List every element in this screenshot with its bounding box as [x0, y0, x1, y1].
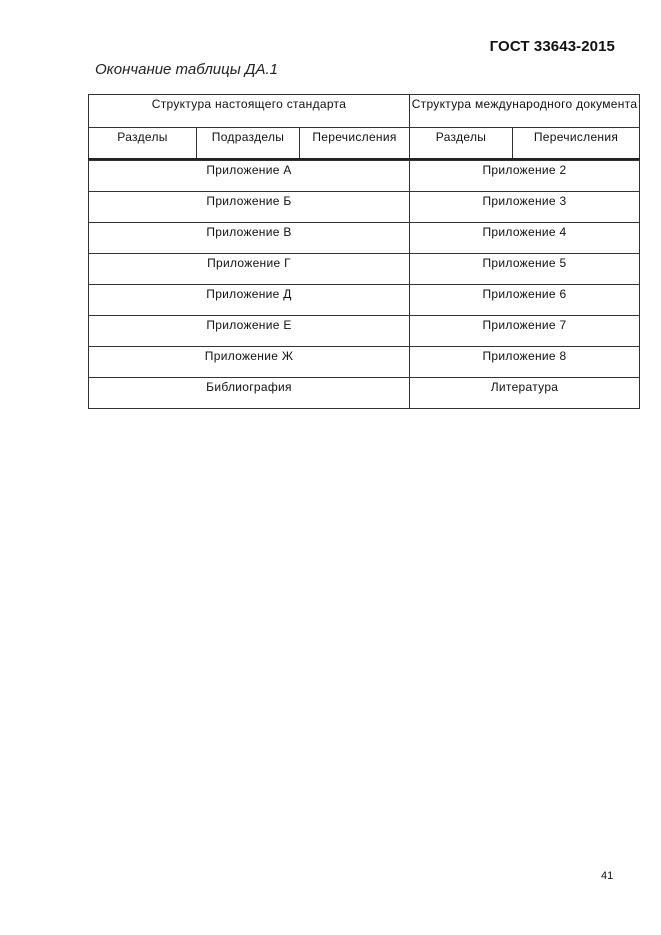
sub-header-subsections: Подразделы [197, 128, 300, 160]
table-row [89, 285, 640, 316]
table-cell-international: Приложение 7 [410, 316, 640, 347]
table-row [89, 378, 640, 409]
table-cell-standard: Приложение А [89, 161, 410, 192]
document-code: ГОСТ 33643-2015 [489, 38, 615, 55]
table-row [89, 161, 640, 192]
table-cell-international: Литература [410, 378, 640, 409]
table-cell-international: Приложение 8 [410, 347, 640, 378]
table-cell-international: Приложение 6 [410, 285, 640, 316]
table-cell-international: Приложение 4 [410, 223, 640, 254]
table-row [89, 223, 640, 254]
table-cell-standard: Приложение Ж [89, 347, 410, 378]
sub-header-sections: Разделы [89, 128, 197, 160]
table-row [89, 347, 640, 378]
sub-header-intl-enumerations: Перечисления [513, 128, 640, 160]
table-cell-international: Приложение 3 [410, 192, 640, 223]
table-cell-standard: Приложение Г [89, 254, 410, 285]
table-row [89, 254, 640, 285]
page-number: 41 [601, 870, 614, 882]
table-cell-international: Приложение 2 [410, 161, 640, 192]
table-cell-standard: Библиография [89, 378, 410, 409]
table-cell-standard: Приложение Д [89, 285, 410, 316]
correspondence-table [88, 94, 639, 409]
table-cell-standard: Приложение В [89, 223, 410, 254]
group-header-standard: Структура настоящего стандарта [89, 95, 410, 128]
table-cell-international: Приложение 5 [410, 254, 640, 285]
table-caption: Окончание таблицы ДА.1 [95, 61, 278, 78]
table-cell-standard: Приложение Е [89, 316, 410, 347]
table-row [89, 316, 640, 347]
sub-header-enumerations: Перечисления [300, 128, 410, 160]
table-row [89, 192, 640, 223]
sub-header-intl-sections: Разделы [410, 128, 513, 160]
table-group-header-row [89, 95, 640, 128]
table-sub-header-row [89, 128, 640, 160]
table-cell-standard: Приложение Б [89, 192, 410, 223]
group-header-international: Структура международного документа [410, 95, 640, 128]
